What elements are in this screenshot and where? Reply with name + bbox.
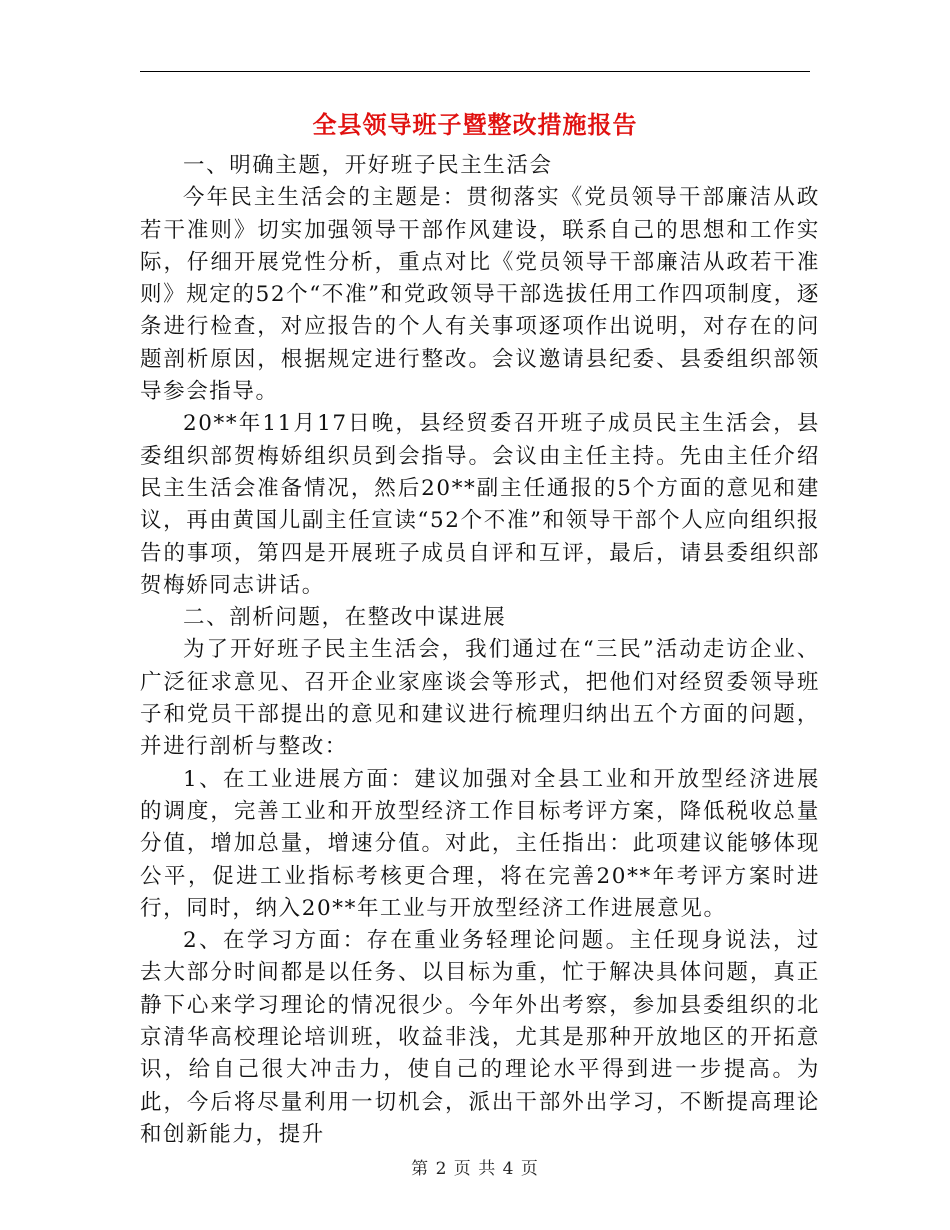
body-paragraph: 今年民主生活会的主题是：贯彻落实《党员领导干部廉洁从政若干准则》切实加强领导干部作风建设，联系自己的思想和工作实际，仔细开展党性分析，重点对比《党员领导干部廉洁从政若干准则》规定的52个“不准”和党政领导干部选拔任用工作四项制度，逐条进行检查，对应报告的个人有关事项逐项作出说明，对存在的问题剖析原因，根据规定进行整改。会议邀请县纪委、县委组织部领导参会指导。 [140, 185, 820, 405]
document-title: 全县领导班子暨整改措施报告 [312, 110, 638, 139]
body-paragraph: 2、在学习方面：存在重业务轻理论问题。主任现身说法，过去大部分时间都是以任务、以目标为重，忙于解决具体问题，真正静下心来学习理论的情况很少。今年外出考察，参加县委组织的北京清华高校理论培训班，收益非浅，尤其是那种开放地区的开拓意识，给自己很大冲击力，使自己的理论水平得到进一步提高。为此，今后将尽量利用一切机会，派出干部外出学习，不断提高理论和创新能力，提升 [140, 928, 820, 1147]
section-heading: 二、剖析问题，在整改中谋进展 [183, 605, 507, 631]
body-paragraph: 1、在工业进展方面：建议加强对全县工业和开放型经济进展的调度，完善工业和开放型经济工作目标考评方案，降低税收总量分值，增加总量，增速分值。对此，主任指出：此项建议能够体现公平，促进工业指标考核更合理，将在完善20**年考评方案时进行，同时，纳入20**年工业与开放型经济工作进展意见。 [140, 766, 820, 921]
section-heading: 一、明确主题，开好班子民主生活会 [183, 153, 553, 178]
page-number: 第 2 页 共 4 页 [411, 1159, 539, 1179]
page-footer [0, 1154, 950, 1179]
body-paragraph: 20**年11月17日晚，县经贸委召开班子成员民主生活会，县委组织部贺梅娇组织员到会指导。会议由主任主持。先由主任介绍民主生活会准备情况，然后20**副主任通报的5个方面的意见和建议，再由黄国儿副主任宣读“52个不准”和领导干部个人应向组织报告的事项，第四是开展班子成员自评和互评，最后，请县委组织部贺梅娇同志讲话。 [140, 411, 820, 598]
header-rule [140, 71, 810, 72]
body-paragraph: 为了开好班子民主生活会，我们通过在“三民”活动走访企业、广泛征求意见、召开企业家座谈会等形式，把他们对经贸委领导班子和党员干部提出的意见和建议进行梳理归纳出五个方面的问题，并进行剖析与整改： [140, 637, 820, 760]
document-body [140, 150, 820, 1151]
